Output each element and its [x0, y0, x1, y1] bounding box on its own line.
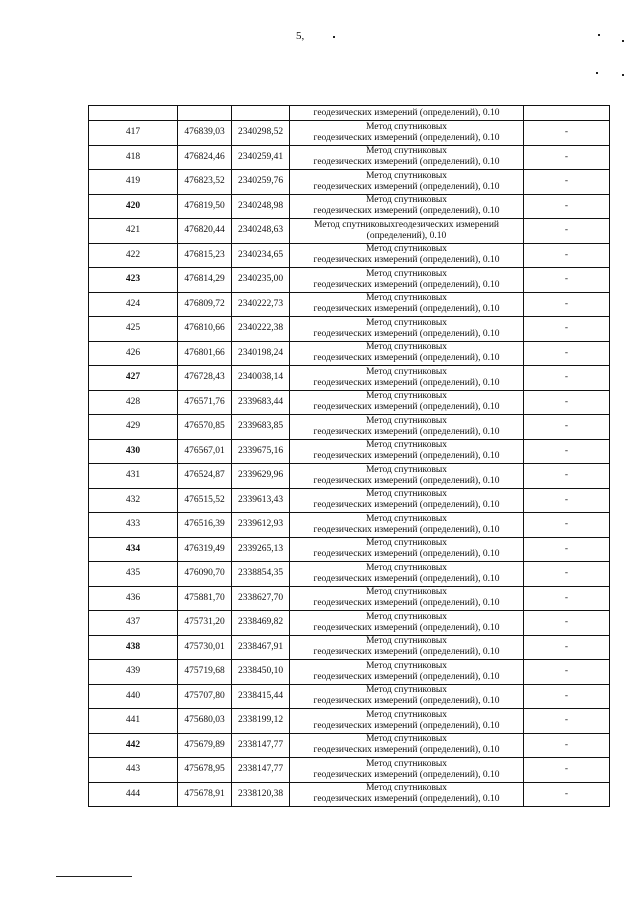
table-row	[89, 170, 610, 195]
cell-method	[290, 782, 524, 807]
cell-method	[290, 709, 524, 734]
cell-extra: -	[524, 488, 610, 513]
cell-point-number: 442	[89, 733, 178, 758]
method-line-1: Метод спутниковых	[365, 293, 448, 304]
cell-x-coordinate: 476319,49	[178, 537, 232, 562]
coordinates-table-body	[89, 106, 610, 807]
method-line-1: Метод спутниковых	[365, 146, 448, 157]
cell-extra: -	[524, 758, 610, 783]
cell-y-coordinate: 2340248,63	[232, 219, 290, 244]
cell-point-number: 419	[89, 170, 178, 195]
method-line-2: геодезических измерений (определений), 0.10	[313, 622, 500, 633]
cell-y-coordinate: 2340222,38	[232, 317, 290, 342]
cell-num	[89, 106, 178, 121]
cell-y-coordinate: 2339683,85	[232, 415, 290, 440]
method-line-2: геодезических измерений (определений), 0.10	[313, 720, 500, 731]
table-row	[89, 562, 610, 587]
cell-extra: -	[524, 366, 610, 391]
cell-method	[290, 170, 524, 195]
cell-x-coordinate: 476810,66	[178, 317, 232, 342]
method-line-2: геодезических измерений (определений), 0.10	[313, 769, 500, 780]
cell-x-coordinate: 475731,20	[178, 611, 232, 636]
cell-y-coordinate: 2340198,24	[232, 341, 290, 366]
cell-method	[290, 537, 524, 562]
method-line-2: геодезических измерений (определений), 0.10	[313, 598, 500, 609]
cell-method	[290, 317, 524, 342]
cell-y-coordinate: 2340298,52	[232, 121, 290, 146]
cell-method	[290, 341, 524, 366]
table-row	[89, 341, 610, 366]
cell-x-coordinate: 475719,68	[178, 660, 232, 685]
cell-y-coordinate: 2339675,16	[232, 439, 290, 464]
method-line-1: Метод спутниковых	[365, 734, 448, 745]
cell-point-number: 425	[89, 317, 178, 342]
method-line-1: Метод спутниковых	[365, 121, 448, 132]
cell-point-number: 423	[89, 268, 178, 293]
method-line-1: Метод спутниковых	[365, 685, 448, 696]
method-line-1: Метод спутниковых	[365, 660, 448, 671]
method-line-1: Метод спутниковых	[365, 342, 448, 353]
scan-speck	[333, 36, 335, 38]
method-line-2: геодезических измерений (определений), 0.10	[313, 157, 500, 168]
cell-y-coordinate: 2338147,77	[232, 733, 290, 758]
cell-y-coordinate: 2338469,82	[232, 611, 290, 636]
table-row	[89, 317, 610, 342]
cell-point-number: 435	[89, 562, 178, 587]
cell-extra: -	[524, 292, 610, 317]
cell-x-coordinate: 476570,85	[178, 415, 232, 440]
cell-y-coordinate: 2338467,91	[232, 635, 290, 660]
method-line-1: Метод спутниковых	[365, 268, 448, 279]
cell-method	[290, 513, 524, 538]
cell-point-number: 420	[89, 194, 178, 219]
cell-x-coordinate: 476823,52	[178, 170, 232, 195]
cell-extra: -	[524, 145, 610, 170]
cell-x-coordinate: 476820,44	[178, 219, 232, 244]
method-line-2: геодезических измерений (определений), 0.10	[313, 181, 500, 192]
method-line-2: геодезических измерений (определений), 0.10	[313, 549, 500, 560]
cell-method	[290, 562, 524, 587]
cell-x-coordinate: 476524,87	[178, 464, 232, 489]
cell-method	[290, 660, 524, 685]
table-row	[89, 709, 610, 734]
cell-y-coordinate: 2340259,41	[232, 145, 290, 170]
method-line-1: Метод спутниковых	[365, 391, 448, 402]
cell-point-number: 436	[89, 586, 178, 611]
table-row	[89, 464, 610, 489]
method-line-2: геодезических измерений (определений), 0.10	[313, 475, 500, 486]
cell-extra: -	[524, 635, 610, 660]
table-row	[89, 194, 610, 219]
cell-point-number: 421	[89, 219, 178, 244]
cell-x-coordinate: 476090,70	[178, 562, 232, 587]
table-row	[89, 415, 610, 440]
cell-y-coordinate: 2340234,65	[232, 243, 290, 268]
table-row	[89, 268, 610, 293]
cell-y-coordinate: 2339612,93	[232, 513, 290, 538]
method-line-1: Метод спутниковых	[365, 709, 448, 720]
cell-extra: -	[524, 513, 610, 538]
cell-x-coordinate: 476567,01	[178, 439, 232, 464]
cell-x-coordinate: 476815,23	[178, 243, 232, 268]
method-line-2: геодезических измерений (определений), 0.10	[313, 304, 500, 315]
method-line-1: Метод спутниковых	[365, 758, 448, 769]
cell-point-number: 429	[89, 415, 178, 440]
cell-x-coordinate: 476839,03	[178, 121, 232, 146]
method-line-2: геодезических измерений (определений), 0.10	[313, 794, 500, 805]
method-line-2: геодезических измерений (определений), 0.10	[313, 573, 500, 584]
cell-method	[290, 586, 524, 611]
cell-extra: -	[524, 341, 610, 366]
table-row	[89, 366, 610, 391]
cell-extra: -	[524, 733, 610, 758]
cell-x-coordinate: 476814,29	[178, 268, 232, 293]
method-line-1: Метод спутниковых	[365, 244, 448, 255]
method-line-1: Метод спутниковых	[365, 538, 448, 549]
table-row	[89, 390, 610, 415]
cell-point-number: 426	[89, 341, 178, 366]
cell-point-number: 438	[89, 635, 178, 660]
cell-y-coordinate: 2340038,14	[232, 366, 290, 391]
cell-y-coordinate: 2338120,38	[232, 782, 290, 807]
cell-point-number: 418	[89, 145, 178, 170]
cell-y-coordinate: 2338450,10	[232, 660, 290, 685]
cell-point-number: 432	[89, 488, 178, 513]
cell-x-coordinate: 476515,52	[178, 488, 232, 513]
cell-extra: -	[524, 415, 610, 440]
cell-x-coordinate: 476824,46	[178, 145, 232, 170]
table-row	[89, 145, 610, 170]
cell-y-coordinate: 2340248,98	[232, 194, 290, 219]
cell-x-coordinate: 476819,50	[178, 194, 232, 219]
cell-extra: -	[524, 464, 610, 489]
cell-method	[290, 219, 524, 244]
cell-point-number: 439	[89, 660, 178, 685]
cell-extra: -	[524, 684, 610, 709]
cell-method	[290, 733, 524, 758]
cell-extra: -	[524, 709, 610, 734]
method-line-1: Метод спутниковых	[365, 611, 448, 622]
cell-method	[290, 439, 524, 464]
method-line-2: геодезических измерений (определений), 0.10	[313, 451, 500, 462]
cell-extra: -	[524, 439, 610, 464]
cell-x-coordinate: 476801,66	[178, 341, 232, 366]
method-line-1: Метод спутниковых	[365, 170, 448, 181]
cell-extra: -	[524, 390, 610, 415]
scan-speck	[598, 34, 600, 36]
method-line-2: геодезических измерений (определений), 0.10	[313, 255, 500, 266]
cell-extra: -	[524, 121, 610, 146]
cell-method	[290, 145, 524, 170]
cell-method	[290, 268, 524, 293]
cell-point-number: 434	[89, 537, 178, 562]
cell-point-number: 440	[89, 684, 178, 709]
scan-speck	[596, 72, 598, 74]
method-line-1: Метод спутниковых	[365, 587, 448, 598]
cell-method	[290, 611, 524, 636]
table-row	[89, 758, 610, 783]
method-line-2: геодезических измерений (определений), 0.10	[313, 524, 500, 535]
cell-y-coordinate: 2340222,73	[232, 292, 290, 317]
method-line-1: Метод спутниковых	[365, 636, 448, 647]
cell-point-number: 433	[89, 513, 178, 538]
cell-x-coordinate: 475730,01	[178, 635, 232, 660]
table-row-continued	[89, 106, 610, 121]
table-row	[89, 611, 610, 636]
cell-method	[290, 635, 524, 660]
method-line-2: геодезических измерений (определений), 0.10	[313, 745, 500, 756]
cell-extra	[524, 106, 610, 121]
table-row	[89, 660, 610, 685]
method-line-2: геодезических измерений (определений), 0.10	[313, 696, 500, 707]
table-row	[89, 488, 610, 513]
method-line-2: геодезических измерений (определений), 0.10	[313, 206, 500, 217]
cell-y-coordinate: 2339265,13	[232, 537, 290, 562]
method-line-1: Метод спутниковых	[365, 415, 448, 426]
table-row	[89, 586, 610, 611]
cell-point-number: 428	[89, 390, 178, 415]
method-line-1: Метод спутниковых	[365, 317, 448, 328]
cell-x-coordinate: 475881,70	[178, 586, 232, 611]
method-line-1: Метод спутниковых	[365, 464, 448, 475]
cell-x-coordinate: 475679,89	[178, 733, 232, 758]
cell-point-number: 417	[89, 121, 178, 146]
method-line-1: Метод спутниковых	[365, 783, 448, 794]
table-row	[89, 635, 610, 660]
table-row	[89, 439, 610, 464]
cell-y-coordinate: 2339613,43	[232, 488, 290, 513]
cell-point-number: 424	[89, 292, 178, 317]
cell-point-number: 430	[89, 439, 178, 464]
method-line-2: геодезических измерений (определений), 0.10	[313, 647, 500, 658]
cell-method	[290, 758, 524, 783]
cell-y-coordinate: 2339683,44	[232, 390, 290, 415]
cell-x-coordinate: 475678,91	[178, 782, 232, 807]
footnote-rule	[56, 876, 132, 877]
cell-extra: -	[524, 562, 610, 587]
cell-y-coordinate: 2340259,76	[232, 170, 290, 195]
cell-method	[290, 194, 524, 219]
method-line-2: геодезических измерений (определений), 0.10	[313, 353, 500, 364]
method-line-1: Метод спутниковых	[365, 513, 448, 524]
cell-x-coordinate: 476516,39	[178, 513, 232, 538]
cell-extra: -	[524, 660, 610, 685]
table-row	[89, 243, 610, 268]
cell-point-number: 427	[89, 366, 178, 391]
cell-method	[290, 464, 524, 489]
cell-point-number: 422	[89, 243, 178, 268]
cell-x-coordinate: 476809,72	[178, 292, 232, 317]
cell-method	[290, 243, 524, 268]
cell-method	[290, 488, 524, 513]
coordinates-table	[88, 105, 610, 807]
cell-point-number: 431	[89, 464, 178, 489]
method-line-2: геодезических измерений (определений), 0.10	[313, 402, 500, 413]
method-line-1: Метод спутниковых	[365, 195, 448, 206]
page-number: 5,	[296, 30, 305, 42]
cell-y	[232, 106, 290, 121]
table-row	[89, 537, 610, 562]
cell-extra: -	[524, 243, 610, 268]
cell-method	[290, 415, 524, 440]
table-row	[89, 684, 610, 709]
table-row	[89, 733, 610, 758]
cell-x-coordinate: 475678,95	[178, 758, 232, 783]
cell-point-number: 444	[89, 782, 178, 807]
cell-point-number: 441	[89, 709, 178, 734]
method-line-2: геодезических измерений (определений), 0.10	[313, 279, 500, 290]
cell-method	[290, 684, 524, 709]
table-row	[89, 219, 610, 244]
table-row	[89, 292, 610, 317]
cell-extra: -	[524, 194, 610, 219]
cell-extra: -	[524, 537, 610, 562]
cell-x	[178, 106, 232, 121]
cell-x-coordinate: 475680,03	[178, 709, 232, 734]
cell-extra: -	[524, 170, 610, 195]
method-line-1: Метод спутниковых	[365, 489, 448, 500]
method-line-1: Метод спутниковыхгеодезических измерений	[313, 219, 499, 230]
cell-method	[290, 121, 524, 146]
method-line-2: геодезических измерений (определений), 0.10	[313, 500, 500, 511]
method-line-1: Метод спутниковых	[365, 562, 448, 573]
method-line-2: геодезических измерений (определений), 0.10	[313, 328, 500, 339]
cell-point-number: 437	[89, 611, 178, 636]
cell-extra: -	[524, 317, 610, 342]
cell-method	[290, 292, 524, 317]
cell-x-coordinate: 475707,80	[178, 684, 232, 709]
cell-extra: -	[524, 586, 610, 611]
cell-extra: -	[524, 782, 610, 807]
method-line-2: геодезических измерений (определений), 0.10	[313, 132, 500, 143]
method-line-2: геодезических измерений (определений), 0.10	[313, 671, 500, 682]
cell-y-coordinate: 2338854,35	[232, 562, 290, 587]
cell-extra: -	[524, 219, 610, 244]
method-line-1: Метод спутниковых	[365, 440, 448, 451]
cell-method	[290, 366, 524, 391]
method-line-1: Метод спутниковых	[365, 366, 448, 377]
method-line-2: геодезических измерений (определений), 0.10	[313, 377, 500, 388]
cell-x-coordinate: 476571,76	[178, 390, 232, 415]
cell-x-coordinate: 476728,43	[178, 366, 232, 391]
method-line-2: геодезических измерений (определений), 0.10	[313, 426, 500, 437]
cell-extra: -	[524, 268, 610, 293]
cell-method: геодезических измерений (определений), 0.10	[290, 106, 524, 121]
cell-point-number: 443	[89, 758, 178, 783]
cell-y-coordinate: 2338415,44	[232, 684, 290, 709]
method-line-2: (определений), 0.10	[366, 230, 447, 241]
cell-y-coordinate: 2338147,77	[232, 758, 290, 783]
table-row	[89, 513, 610, 538]
cell-y-coordinate: 2338199,12	[232, 709, 290, 734]
cell-method	[290, 390, 524, 415]
cell-y-coordinate: 2338627,70	[232, 586, 290, 611]
table-row	[89, 121, 610, 146]
table-row	[89, 782, 610, 807]
cell-y-coordinate: 2339629,96	[232, 464, 290, 489]
cell-extra: -	[524, 611, 610, 636]
scan-speck	[622, 40, 624, 42]
scan-speck	[622, 74, 624, 76]
cell-y-coordinate: 2340235,00	[232, 268, 290, 293]
